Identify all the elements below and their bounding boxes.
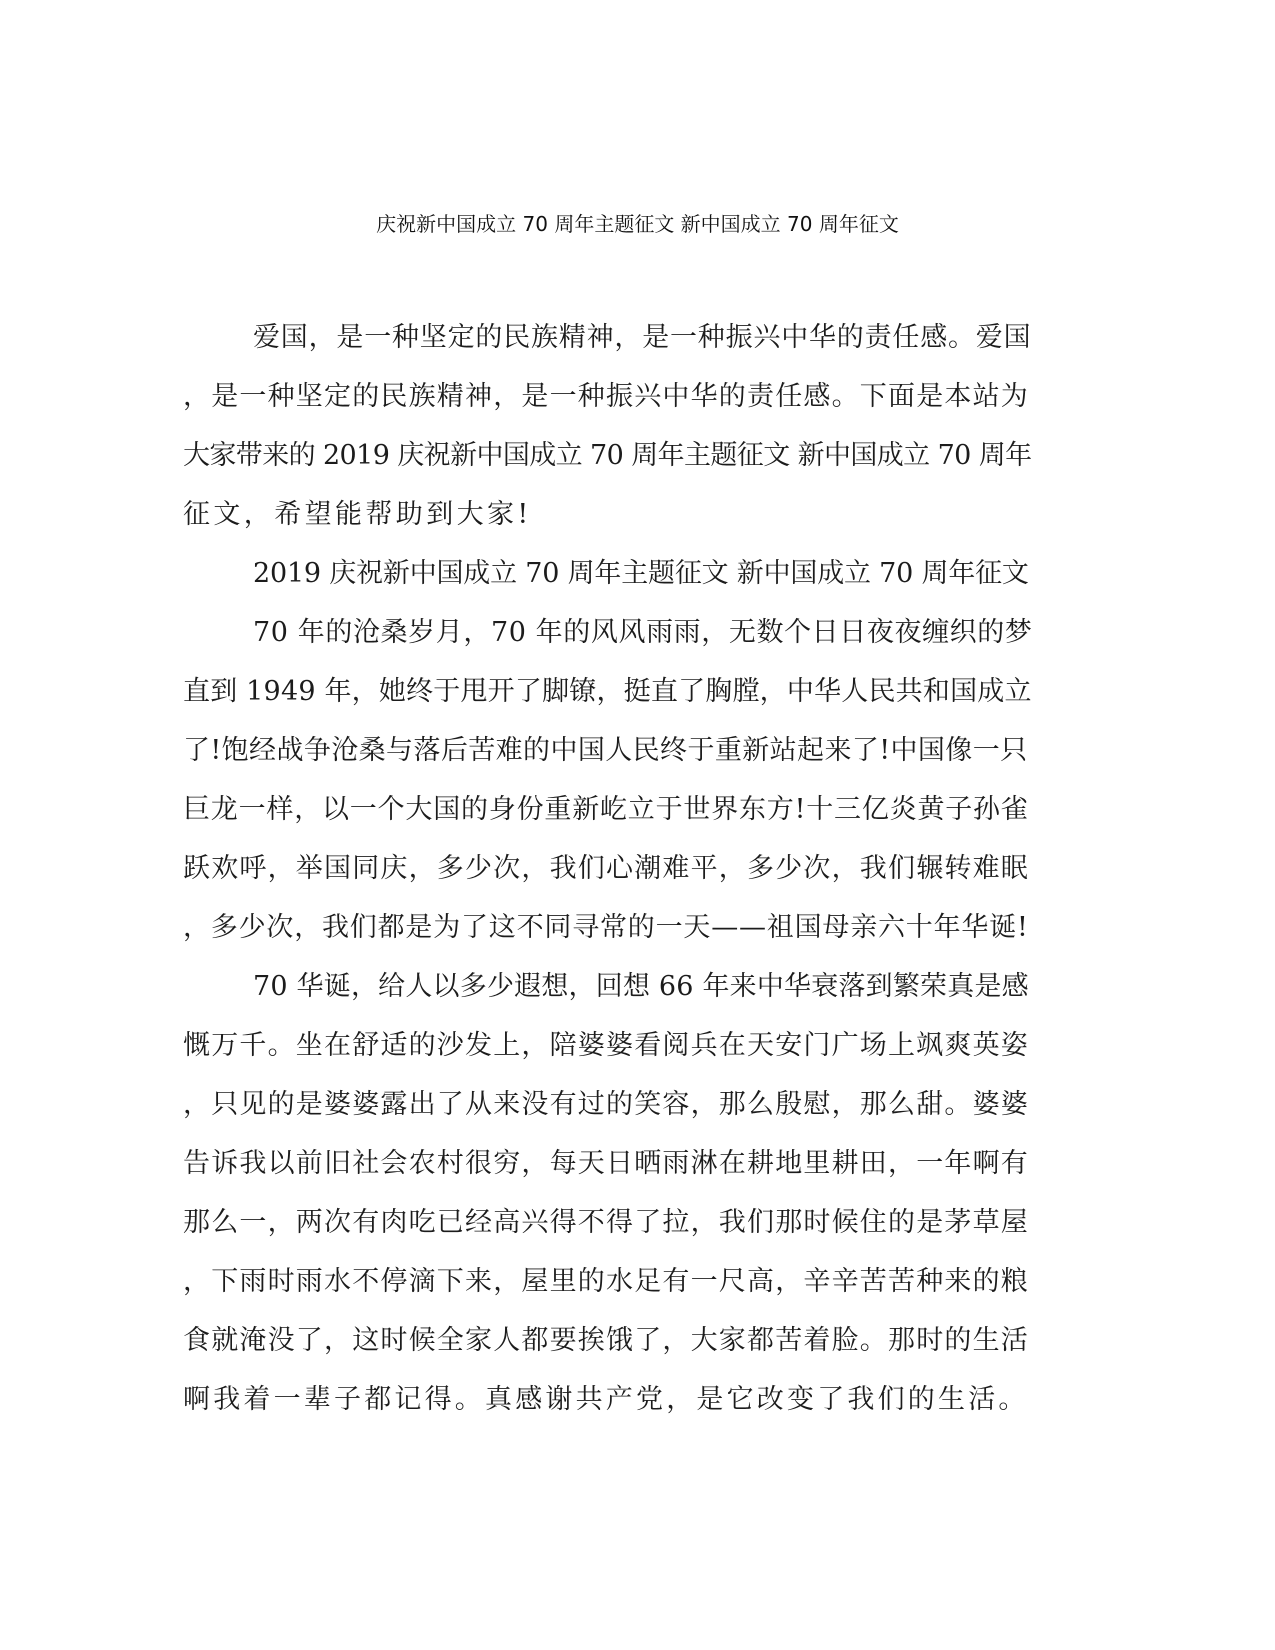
text-line: ，只见的是婆婆露出了从来没有过的笑容，那么殷慰，那么甜。婆婆 xyxy=(183,1089,1029,1120)
text-line: 了!饱经战争沧桑与落后苦难的中国人民终于重新站起来了!中国像一只 xyxy=(183,735,1028,766)
text-line: 征文，希望能帮助到大家! xyxy=(183,499,532,530)
text-line: 直到 1949 年，她终于甩开了脚镣，挺直了胸膛，中华人民共和国成立 xyxy=(183,676,1032,707)
document-body xyxy=(183,318,1033,1439)
text-line: ，多少次，我们都是为了这不同寻常的一天——祖国母亲六十年华诞! xyxy=(183,912,1029,943)
text-line: 70 华诞，给人以多少遐想，回想 66 年来中华衰落到繁荣真是感 xyxy=(253,971,1029,1002)
text-line: 2019 庆祝新中国成立 70 周年主题征文 新中国成立 70 周年征文 xyxy=(253,558,1029,589)
text-line: 大家带来的 2019 庆祝新中国成立 70 周年主题征文 新中国成立 70 周年 xyxy=(183,440,1032,471)
text-line: ，下雨时雨水不停滴下来，屋里的水足有一尺高，辛辛苦苦种来的粮 xyxy=(183,1266,1029,1297)
text-line: 慨万千。坐在舒适的沙发上，陪婆婆看阅兵在天安门广场上飒爽英姿 xyxy=(183,1030,1029,1061)
document-title: 庆祝新中国成立 70 周年主题征文 新中国成立 70 周年征文 xyxy=(376,212,899,236)
text-line: 爱国，是一种坚定的民族精神，是一种振兴中华的责任感。爱国 xyxy=(253,322,1032,353)
text-line: 啊我着一辈子都记得。真感谢共产党，是它改变了我们的生活。 xyxy=(183,1384,1029,1415)
text-line: ，是一种坚定的民族精神，是一种振兴中华的责任感。下面是本站为 xyxy=(183,381,1029,412)
text-line: 巨龙一样，以一个大国的身份重新屹立于世界东方!十三亿炎黄子孙雀 xyxy=(183,794,1029,825)
text-line: 食就淹没了，这时候全家人都要挨饿了，大家都苦着脸。那时的生活 xyxy=(183,1325,1029,1356)
text-line: 那么一，两次有肉吃已经高兴得不得了拉，我们那时候住的是茅草屋 xyxy=(183,1207,1029,1238)
text-line: 70 年的沧桑岁月，70 年的风风雨雨，无数个日日夜夜缠织的梦 xyxy=(253,617,1033,648)
text-line: 告诉我以前旧社会农村很穷，每天日晒雨淋在耕地里耕田，一年啊有 xyxy=(183,1148,1029,1179)
text-line: 跃欢呼，举国同庆，多少次，我们心潮难平，多少次，我们辗转难眠 xyxy=(183,853,1029,884)
